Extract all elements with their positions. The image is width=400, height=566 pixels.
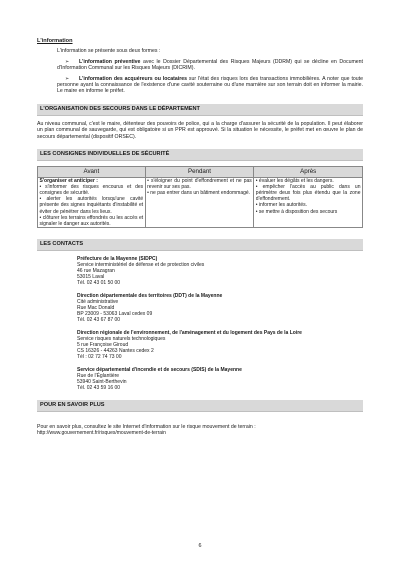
contact-ddt xyxy=(77,293,363,323)
savoir-plus-text: Pour en savoir plus, consultez le site Internet d'information sur le risque mouvement de terrain : xyxy=(37,423,256,430)
information-intro: L'information se présente sous deux formes : xyxy=(57,48,161,55)
contact-phone: Tél. 02 43 01 50 00 xyxy=(77,279,121,286)
list-item: • empêcher l'accès au public dans un périmètre deux fois plus étendu que la zone d'effondrement. xyxy=(255,184,361,203)
information-item-bold: L'information des acquéreurs ou locataires xyxy=(79,75,187,82)
column-header-apres: Après xyxy=(254,167,363,178)
section-title-contacts: LES CONTACTS xyxy=(37,239,363,251)
cell-apres xyxy=(254,178,363,228)
contact-line: Rue Mac Donald xyxy=(77,304,115,311)
contact-line: 5 rue Françoise Giroud xyxy=(77,341,129,348)
contact-phone: Tél : 02 72 74 73 00 xyxy=(77,353,122,360)
avant-bold-label: S'organiser et anticiper : xyxy=(39,178,98,185)
cell-avant xyxy=(38,178,146,228)
list-item: • s'éloigner du point d'effondrement et ne pas revenir sur ses pas. xyxy=(147,178,252,191)
table-header-row xyxy=(38,167,363,178)
contact-title: Service départemental d'incendie et de secours (SDIS) de la Mayenne xyxy=(77,366,242,373)
list-item: • alerter les autorités lorsqu'une cavité présente des signes inquiétants d'instabilité et éviter de pénétrer dans les lieux. xyxy=(39,196,144,215)
contact-phone: Tél. 02 43 59 16 00 xyxy=(77,384,121,391)
arrow-bullet-icon: ➢ xyxy=(65,58,70,65)
contact-line: 53940 Saint-Berthevin xyxy=(77,378,127,385)
contact-title: Direction régionale de l'environnement, de l'aménagement et du logement des Pays de la Loire xyxy=(77,329,302,336)
page-content xyxy=(37,38,363,437)
contact-line: BP 23009 - 53063 Laval cedex 09 xyxy=(77,310,153,317)
table-row xyxy=(38,178,363,228)
column-header-avant: Avant xyxy=(38,167,146,178)
section-title-consignes: LES CONSIGNES INDIVIDUELLES DE SÉCURITÉ xyxy=(37,149,363,161)
list-item: • s'informer des risques encourus et des consignes de sécurité. xyxy=(39,184,144,197)
list-item: • informer les autorités. xyxy=(255,202,308,209)
information-item-preventive xyxy=(57,59,363,72)
list-item: • se mettre à disposition des secours xyxy=(255,208,338,215)
section-title-secours: L'ORGANISATION DES SECOURS DANS LE DÉPARTEMENT xyxy=(37,104,363,116)
arrow-bullet-icon: ➢ xyxy=(65,75,70,82)
contact-line: Cité administrative xyxy=(77,298,119,305)
list-item: • ne pas entrer dans un bâtiment endommagé. xyxy=(147,190,251,197)
contact-line: 53015 Laval xyxy=(77,273,105,280)
secours-text: Au niveau communal, c'est le maire, détenteur des pouvoirs de police, qui a la charge d'assurer la sécurité de la population. Il peut élaborer un plan communal de sauvegarde, qui est obligatoire si un PPR est approuvé. Si la situation le nécessite, le préfet met en œuvre le plan de secours départemental (dispositif ORSEC). xyxy=(37,120,363,140)
contact-title: Préfecture de la Mayenne (SIDPC) xyxy=(77,255,158,262)
information-item-acquereurs xyxy=(57,76,363,95)
column-header-pendant: Pendant xyxy=(145,167,254,178)
contact-line: Service interministériel de défense et de protection civiles xyxy=(77,261,205,268)
information-item-bold: L'information préventive xyxy=(79,58,141,65)
list-item: • évaluer les dégâts et les dangers. xyxy=(255,178,334,185)
page-number: 6 xyxy=(198,543,202,549)
information-item-text: sur l'état des risques lors des transactions immobilières. A noter que toute personne ayant la connaissance de l'existence d'une cavité souterraine ou d'une marnière sur son terrain doit en informer la mairie. Le maire en informe le préfet. xyxy=(57,75,363,95)
contact-line: 46 rue Mazagran xyxy=(77,267,115,274)
information-item-text: avec le Dossier Départemental des Risques Majeurs (DDRM) qui se décline en Document d'Information Communal sur les Risques Majeurs (DICRIM). xyxy=(57,58,363,72)
information-heading: L'information xyxy=(37,38,73,44)
contact-phone: Tél. 02 43 67 87 00 xyxy=(77,316,121,323)
contact-title: Direction départementale des territoires (DDT) de la Mayenne xyxy=(77,292,223,299)
cell-pendant xyxy=(145,178,254,228)
consignes-table xyxy=(37,166,363,228)
contact-line: Service risques naturels technologiques xyxy=(77,335,166,342)
contact-dreal xyxy=(77,330,363,360)
savoir-plus-link[interactable]: http://www.gouvernement.fr/risques/mouvement-de-terrain xyxy=(37,430,166,437)
contact-line: Rue de l'Églantière xyxy=(77,372,120,379)
list-item: • clôturer les terrains effondrés ou les accès et signaler le danger aux autorités. xyxy=(39,214,144,227)
contact-prefecture xyxy=(77,256,363,286)
section-title-savoir-plus: POUR EN SAVOIR PLUS xyxy=(37,400,363,412)
contact-sdis xyxy=(77,367,363,391)
contact-line: CS 16326 - 44263 Nantes cedex 2 xyxy=(77,347,154,354)
